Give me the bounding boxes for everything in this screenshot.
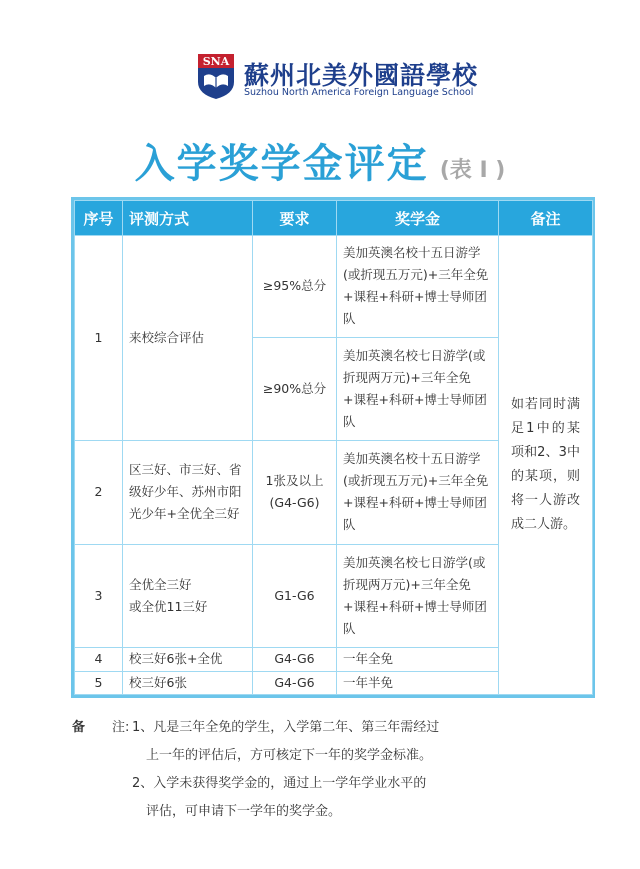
row3-req: G1-G6 xyxy=(253,544,337,648)
row4-method: 校三好6张+全优 xyxy=(123,648,253,671)
notes-section xyxy=(72,714,592,826)
row1-req-a: ≥95%总分 xyxy=(253,236,337,338)
header-method: 评测方式 xyxy=(123,201,253,236)
note-line-3: 2、入学未获得奖学金的，通过上一学年学业水平的 xyxy=(132,776,427,791)
row3-no: 3 xyxy=(75,544,123,648)
header-award: 奖学金 xyxy=(337,201,499,236)
scholarship-table xyxy=(71,197,595,698)
header-remark: 备注 xyxy=(499,201,593,236)
logo-letters: SNA xyxy=(202,55,230,68)
notes-label: 备 xyxy=(72,720,106,735)
table-header-row xyxy=(75,201,593,236)
row1-award-a: 美加英澳名校十五日游学(或折现五万元)+三年全免+课程+科研+博士导师团队 xyxy=(337,236,499,338)
title-sub: (表 I ) xyxy=(439,158,506,183)
header-requirement: 要求 xyxy=(253,201,337,236)
row5-award: 一年半免 xyxy=(337,671,499,694)
row3-method-line2: 或全优11三好 xyxy=(129,598,208,614)
row4-no: 4 xyxy=(75,648,123,671)
header-no: 序号 xyxy=(75,201,123,236)
row4-req: G4-G6 xyxy=(253,648,337,671)
row3-method-line1: 全优全三好 xyxy=(129,576,192,592)
note-line-2: 上一年的评估后，方可核定下一年的奖学金标准。 xyxy=(146,748,433,763)
remark-cell: 如若同时满足1中的某项和2、3中的某项，则将一人游改成二人游。 xyxy=(499,236,593,695)
notes-label-end: 注: xyxy=(112,720,130,735)
row4-award: 一年全免 xyxy=(337,648,499,671)
row1-award-b: 美加英澳名校七日游学(或折现两万元)+三年全免+课程+科研+博士导师团队 xyxy=(337,337,499,441)
row2-req-line2: (G4-G6) xyxy=(269,495,320,511)
title-main: 入学奖学金评定 xyxy=(134,141,429,187)
row3-method xyxy=(123,544,253,648)
note-line-1: 1、凡是三年全免的学生，入学第二年、第三年需经过 xyxy=(132,720,440,735)
row5-method: 校三好6张 xyxy=(123,671,253,694)
table-row xyxy=(75,236,593,338)
row2-no: 2 xyxy=(75,441,123,545)
page-title xyxy=(0,132,640,189)
row5-req: G4-G6 xyxy=(253,671,337,694)
row1-no: 1 xyxy=(75,236,123,441)
row1-method: 来校综合评估 xyxy=(123,236,253,441)
school-crest-icon xyxy=(196,52,236,100)
school-name-en: Suzhou North America Foreign Language School xyxy=(244,87,474,98)
row2-req-line1: 1张及以上 xyxy=(265,473,324,489)
row3-award: 美加英澳名校七日游学(或折现两万元)+三年全免+课程+科研+博士导师团队 xyxy=(337,544,499,648)
row2-award: 美加英澳名校十五日游学(或折现五万元)+三年全免+课程+科研+博士导师团队 xyxy=(337,441,499,545)
school-logo xyxy=(196,52,479,102)
school-name-cn: 蘇州北美外國語學校 xyxy=(244,61,479,90)
note-line-4: 评估，可申请下一学年的奖学金。 xyxy=(146,804,342,819)
row5-no: 5 xyxy=(75,671,123,694)
row2-req xyxy=(253,441,337,545)
row1-req-b: ≥90%总分 xyxy=(253,337,337,441)
row2-method: 区三好、市三好、省级好少年、苏州市阳光少年+全优全三好 xyxy=(123,441,253,545)
